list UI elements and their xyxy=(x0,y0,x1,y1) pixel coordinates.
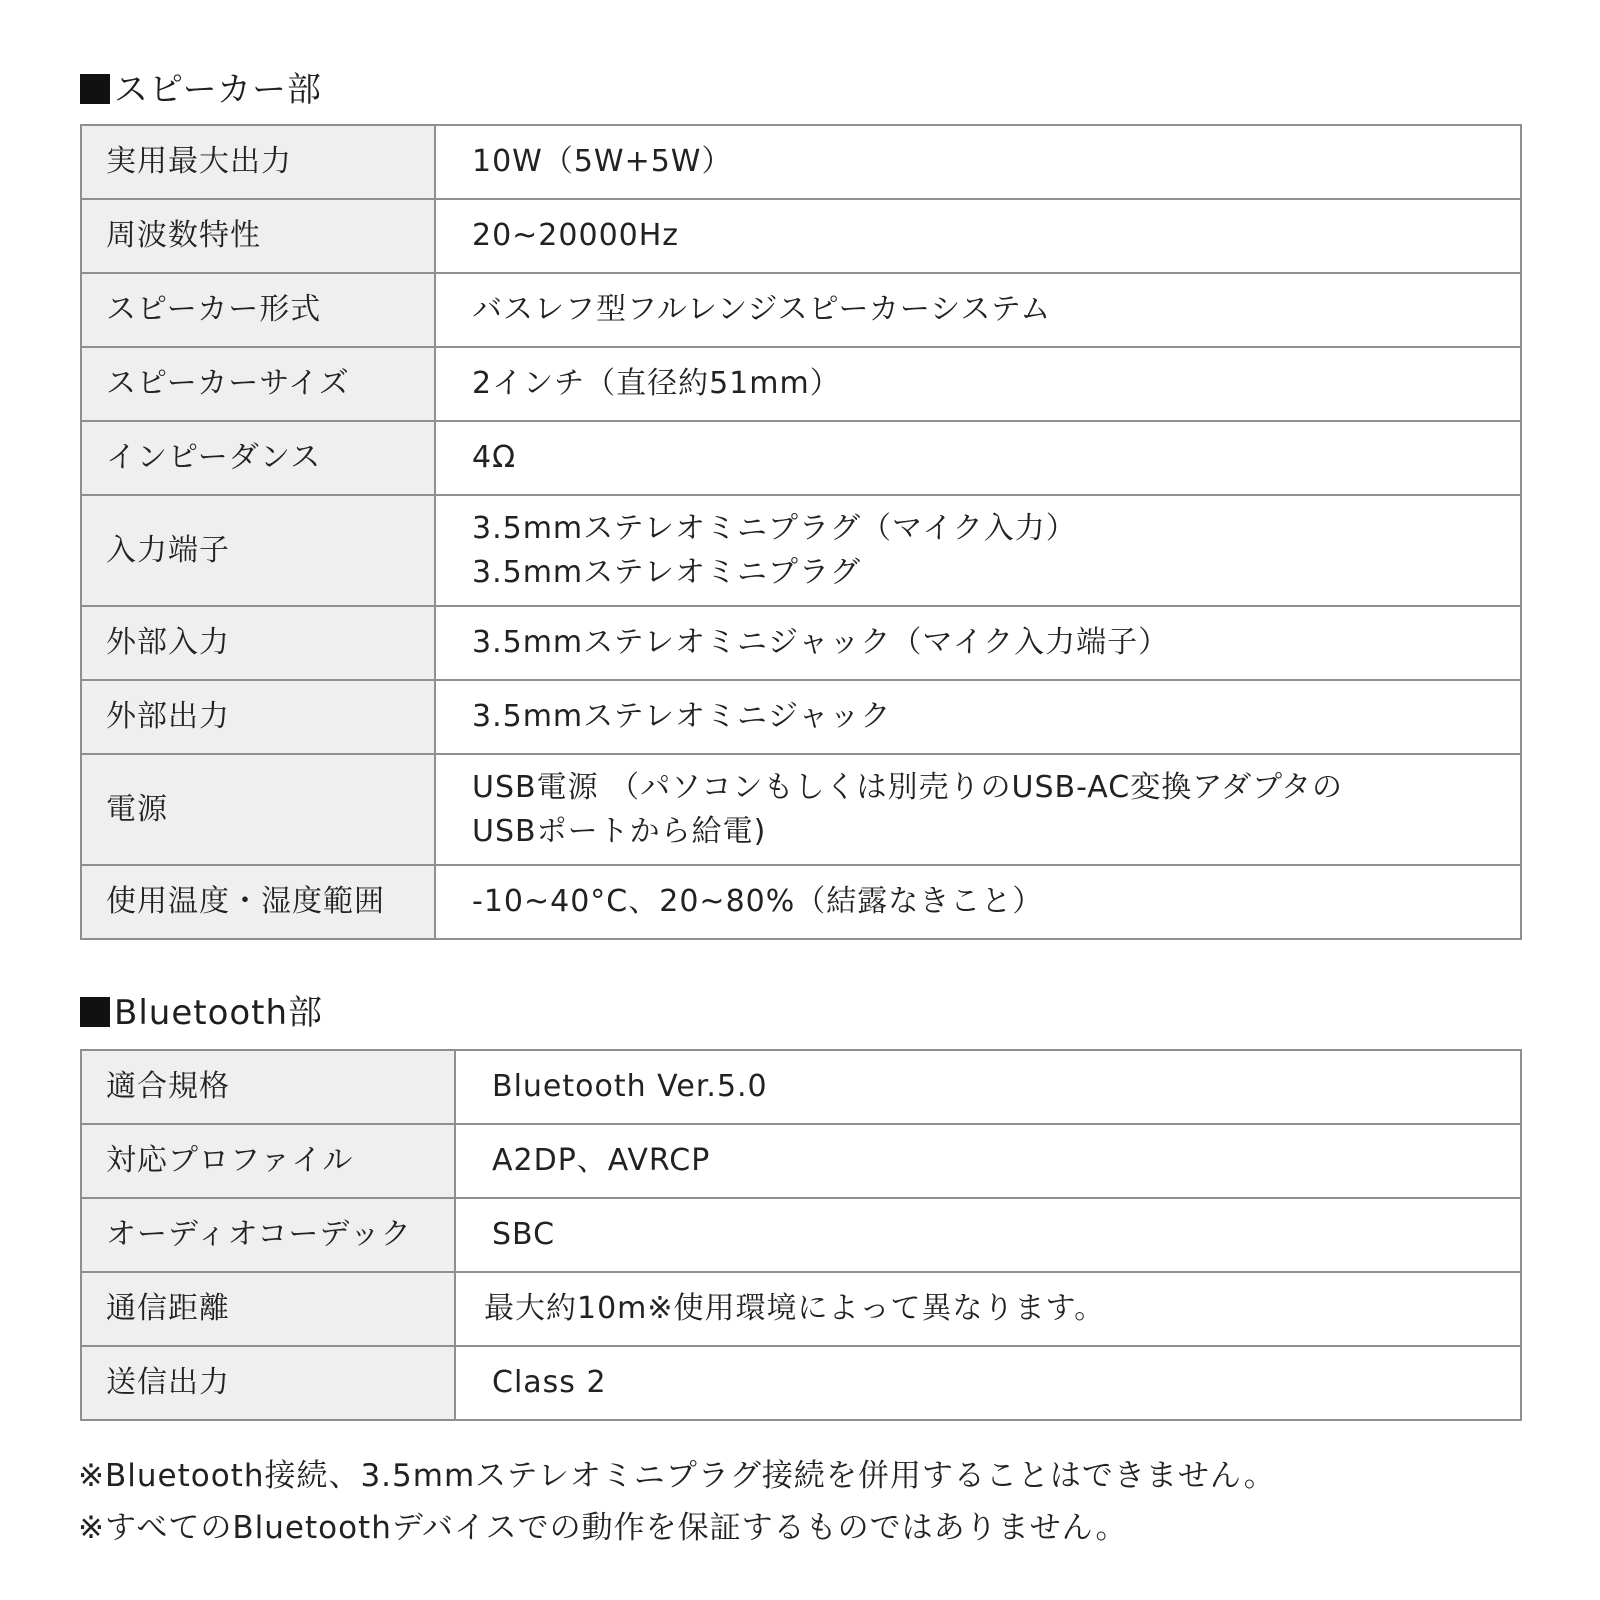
spec-value: Bluetooth Ver.5.0 xyxy=(455,1050,1521,1124)
spec-row-transmit-power xyxy=(81,1346,1521,1420)
bluetooth-section-title: Bluetooth部 xyxy=(114,993,324,1033)
spec-value xyxy=(435,495,1521,606)
spec-value-line: 4Ω xyxy=(472,440,517,475)
bluetooth-section-heading xyxy=(80,993,323,1033)
spec-value xyxy=(435,606,1521,680)
spec-value-line: USBポートから給電) xyxy=(472,813,767,849)
spec-row-input-terminal xyxy=(81,495,1521,606)
spec-value xyxy=(435,273,1521,347)
spec-label: 送信出力 xyxy=(81,1346,455,1420)
spec-row-speaker-type xyxy=(81,273,1521,347)
spec-value xyxy=(435,865,1521,939)
spec-row-power-source xyxy=(81,754,1521,865)
spec-value-line: -10~40°C、20~80%（結露なきこと） xyxy=(472,884,1044,919)
spec-value xyxy=(435,125,1521,199)
spec-row-external-input xyxy=(81,606,1521,680)
spec-value xyxy=(435,680,1521,754)
spec-row-audio-codec xyxy=(81,1198,1521,1272)
spec-value-line: バスレフ型フルレンジスピーカーシステム xyxy=(472,292,1052,327)
spec-value-line: 20~20000Hz xyxy=(472,218,680,253)
footnote: ※Bluetooth接続、3.5mmステレオミニプラグ接続を併用することはできません。 xyxy=(78,1458,1276,1494)
footnote: ※すべてのBluetoothデバイスでの動作を保証するものではありません。 xyxy=(78,1510,1128,1546)
spec-label: 入力端子 xyxy=(81,495,435,606)
spec-row-frequency-response xyxy=(81,199,1521,273)
spec-label: 対応プロファイル xyxy=(81,1124,455,1198)
spec-value: SBC xyxy=(455,1198,1521,1272)
spec-row-max-output xyxy=(81,125,1521,199)
bluetooth-spec-table xyxy=(80,1049,1522,1421)
spec-value: Class 2 xyxy=(455,1346,1521,1420)
spec-value-line: 3.5mmステレオミニジャック（マイク入力端子） xyxy=(472,625,1170,660)
spec-value-line: USB電源 （パソコンもしくは別売りのUSB-AC変換アダプタの xyxy=(472,769,1344,805)
footnotes xyxy=(78,1450,1276,1554)
spec-value-line: 10W（5W+5W） xyxy=(472,144,733,179)
speaker-section-title: スピーカー部 xyxy=(114,70,322,110)
spec-value-line: 3.5mmステレオミニジャック xyxy=(472,699,892,734)
spec-value xyxy=(435,421,1521,495)
spec-row-operating-range xyxy=(81,865,1521,939)
spec-value xyxy=(435,754,1521,865)
spec-row-standard xyxy=(81,1050,1521,1124)
spec-label: 周波数特性 xyxy=(81,199,435,273)
heading-square-icon xyxy=(80,997,110,1027)
spec-value xyxy=(435,199,1521,273)
spec-value: A2DP、AVRCP xyxy=(455,1124,1521,1198)
spec-label: 適合規格 xyxy=(81,1050,455,1124)
spec-row-impedance xyxy=(81,421,1521,495)
spec-label: インピーダンス xyxy=(81,421,435,495)
spec-label: 通信距離 xyxy=(81,1272,455,1346)
spec-value xyxy=(435,347,1521,421)
heading-square-icon xyxy=(80,74,110,104)
spec-row-external-output xyxy=(81,680,1521,754)
spec-label: スピーカー形式 xyxy=(81,273,435,347)
spec-label: オーディオコーデック xyxy=(81,1198,455,1272)
spec-label: 使用温度・湿度範囲 xyxy=(81,865,435,939)
spec-label: 外部出力 xyxy=(81,680,435,754)
spec-row-range xyxy=(81,1272,1521,1346)
spec-label: 実用最大出力 xyxy=(81,125,435,199)
spec-value-line: 3.5mmステレオミニプラグ（マイク入力） xyxy=(472,510,1077,546)
spec-label: 電源 xyxy=(81,754,435,865)
spec-value-line: 2インチ（直径約51mm） xyxy=(472,366,841,401)
spec-row-speaker-size xyxy=(81,347,1521,421)
speaker-section-heading xyxy=(80,70,322,110)
spec-value: 最大約10m※使用環境によって異なります。 xyxy=(455,1272,1521,1346)
spec-value-line: 3.5mmステレオミニプラグ xyxy=(472,554,861,590)
spec-label: 外部入力 xyxy=(81,606,435,680)
spec-row-profiles xyxy=(81,1124,1521,1198)
speaker-spec-table xyxy=(80,124,1522,940)
spec-label: スピーカーサイズ xyxy=(81,347,435,421)
